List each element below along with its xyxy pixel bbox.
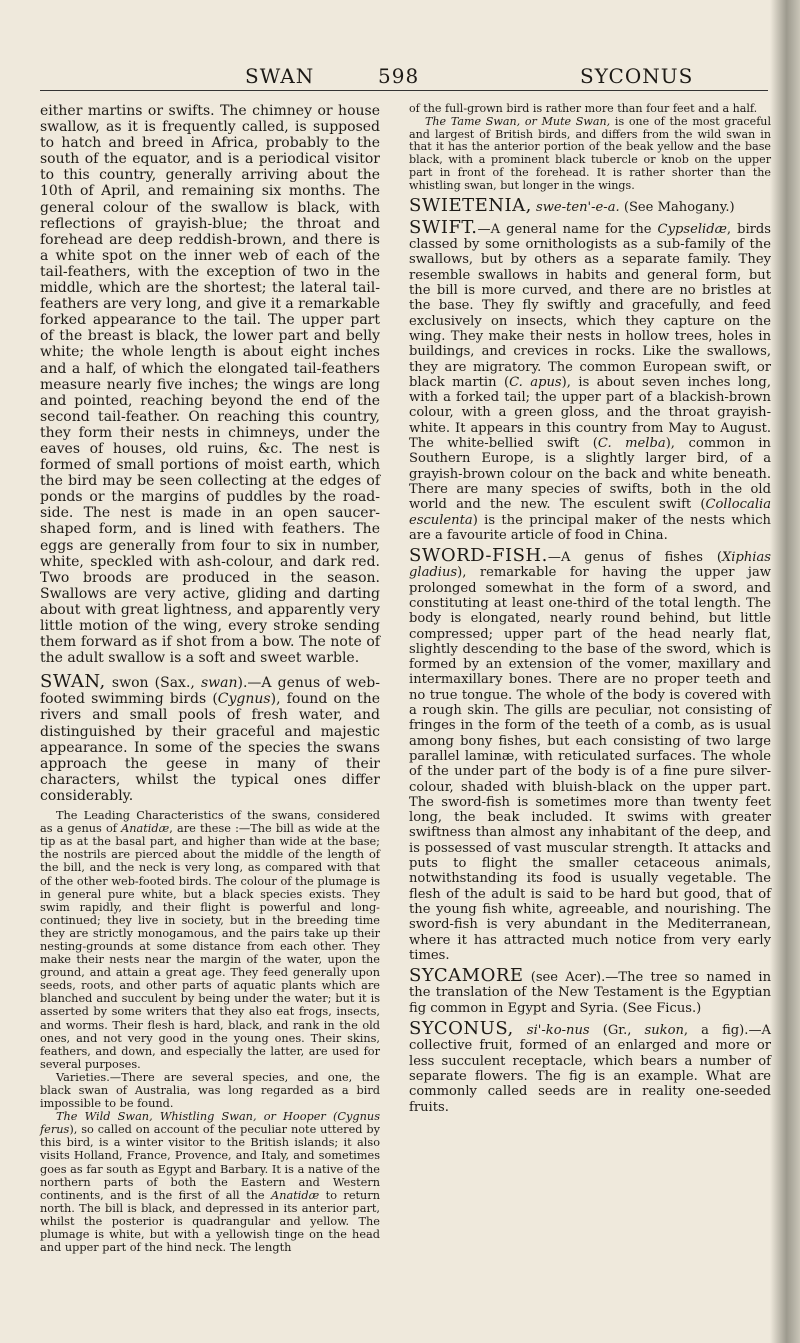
swift-entry: SWIFT.—A general name for the Cypselidæ, birds classed by some ornithologists as a sub-family of the swallows, but by others as a separate family. They resemble swallows in habits and general form, but the bill is more curved, and there are no bristles at the base. They fly swiftly and gracefully, and feed exclusively on insects, which they capture on the wing. They make their nests in hollow trees, holes in buildings, and crevices in rocks. Like the swallows, they are migratory. The common European swift, or black martin (C. apus), is about seven inches long, with a forked tail; the upper part of a blackish-brown colour, with a green gloss, and the throat grayish-white. It appears in this country from May to August. The white-bellied swift (C. melba), common in Southern Europe, is a slightly larger bird, of a grayish-brown colour on the back and white beneath. There are many species of swifts, both in the old world and the new. The esculent swift (Collocalia esculenta) is the principal maker of the nests which are a favourite article of food in China. [409,216,771,543]
page-number: 598 [378,64,420,88]
page-edge-shadow [770,0,800,1343]
sycamore-headword: SYCAMORE [409,965,524,987]
syconus-headword: SYCONUS, [409,1018,514,1040]
right-column [409,103,771,1115]
swan-entry: SWAN, swon (Sax., swan).—A genus of web-footed swimming birds (Cygnus), found on the rivers and small pools of fresh water, and distinguished by their graceful and majestic appearance. In some of the species the swans approach the geese in many of their characters, whilst the typical ones differ considerably. [40,671,380,804]
swallow-continuation-paragraph: either martins or swifts. The chimney or house swallow, as it is frequently called, is supposed to hatch and breed in Africa, probably to the south of the equator, and is a periodical visitor to this country, generally arriving about the 10th of April, and remaining six months. The general colour of the swallow is black, with reflections of grayish-blue; the throat and forehead are deep reddish-brown, and there is a white spot on the inner web of each of the tail-feathers, with the exception of two in the middle, which are the shortest; the lateral tail-feathers are very long, and give it a remarkable forked appearance to the tail. The upper part of the breast is black, the lower part and belly white; the whole length is about eight inches and a half, of which the elongated tail-feathers measure nearly five inches; the wings are long and pointed, reaching beyond the end of the second tail-feather. On reaching this country, they form their nests in chimneys, under the eaves of houses, old ruins, &c. The nest is formed of small portions of moist earth, which the bird may be seen collecting at the edges of ponds or the margins of puddles by the road-side. The nest is made in an open saucer-shaped form, and is lined with feathers. The eggs are generally from four to six in number, white, speckled with ash-colour, and dark red. Two broods are produced in the season. Swallows are very active, gliding and darting about with great lightness, and apparently very little motion of the wing, every stroke sending them forward as if shot from a bow. The note of the adult swallow is a soft and sweet warble. [40,103,380,667]
varieties-paragraph: Varieties.—There are several species, and one, the black swan of Australia, was long regarded as a bird impossible to be found. [40,1070,380,1111]
sword-fish-entry: SWORD-FISH.—A genus of fishes (Xiphias gladius), remarkable for having the upper jaw prolonged somewhat in the form of a sword, and constituting at least one-third of the total length. The body is elongated, nearly round behind, but little compressed; upper part of the head nearly flat, slightly descending to the base of the sword, which is formed by an extension of the vomer, maxillary and intermaxillary bones. There are no proper teeth and no true tongue. The whole of the body is covered with a rough skin. The gills are peculiar, not consisting of fringes in the form of the teeth of a comb, as is usual among bony fishes, but each consisting of two large parallel laminæ, with reticulated surfaces. The whole of the under part of the body is of a fine pure silver-colour, shaded with bluish-black on the upper part. The sword-fish is sometimes more than twenty feet long, the beak included. It swims with greater swiftness than almost any inhabitant of the deep, and is possessed of vast muscular strength. It attacks and puts to flight the smaller cetaceous animals, notwithstanding its food is usually vegetable. The flesh of the adult is said to be hard but good, that of the young fish white, agreeable, and nourishing. The sword-fish is very abundant in the Mediterranean, where it has attracted much notice from very early times. [409,545,771,963]
leading-characteristics-paragraph: The Leading Characteristics of the swans, considered as a genus of Anatidæ, are these :—The bill as wide at the tip as at the basal part, and higher than wide at the base; the nostrils are pierced about the middle of the length of the bill, and the neck is very long, as compared with that of the other web-footed birds. The colour of the plumage is in general pure white, but a black species exists. They swim rapidly, and their flight is powerful and long-continued; they live in society, but in the breeding time they are strictly monogamous, and the pairs take up their nesting-grounds at some distance from each other. They make their nests near the margin of the water, upon the ground, and attain a great age. They feed generally upon seeds, roots, and other parts of aquatic plants which are blanched and succulent by being under the water; but it is asserted by some writers that they also eat frogs, insects, and worms. Their flesh is hard, black, and rank in the old ones, and not very good in the young ones. Their skins, feathers, and down, and especially the latter, are used for several purposes. [40,809,380,1071]
swietenia-headword: SWIETENIA, [409,194,532,216]
sword-fish-headword: SWORD-FISH. [409,545,548,567]
wild-swan-continuation: of the full-grown bird is rather more than four feet and a half. [409,102,758,115]
left-column [40,103,380,1254]
wild-swan-paragraph: The Wild Swan, Whistling Swan, or Hooper (Cygnus ferus), so called on account of the peculiar note uttered by this bird, is a winter visitor to the British islands; it also visits Holland, France, Provence, and Italy, and sometimes goes as far south as Egypt and Barbary. It is a native of the northern parts of both the Eastern and Western continents, and is the first of all the Anatidæ to return north. The bill is black, and depressed in its anterior part, whilst the posterior is quadrangular and yellow. The plumage is white, but with a yellowish tinge on the head and upper part of the hind neck. The length [40,1110,380,1255]
header-rule [40,90,768,91]
syconus-entry: SYCONUS, si'-ko-nus (Gr., sukon, a fig).—A collective fruit, formed of an enlarged and more or less succulent receptacle, which bears a number of separate flowers. The fig is an example. What are commonly called seeds are in reality one-seeded fruits. [409,1018,771,1115]
sycamore-entry: SYCAMORE (see Acer).—The tree so named in the translation of the New Testament is the Egyptian fig common in Egypt and Syria. (See Ficus.) [409,965,772,1016]
header-right-guideword: SYCONUS [580,64,694,88]
header-left-guideword: SWAN [245,64,315,88]
swift-headword: SWIFT. [409,216,478,238]
swietenia-entry: SWIETENIA, swe-ten'-e-a. (See Mahogany.) [409,194,735,216]
running-header [40,64,770,88]
tame-swan-paragraph: The Tame Swan, or Mute Swan, is one of the most graceful and largest of British birds, and differs from the wild swan in that it has the anterior portion of the beak yellow and the base black, with a prominent black tubercle or knob on the upper part in front of the forehead. It is rather shorter than the whistling swan, but longer in the wings. [409,114,771,192]
swan-headword: SWAN, [40,671,106,693]
